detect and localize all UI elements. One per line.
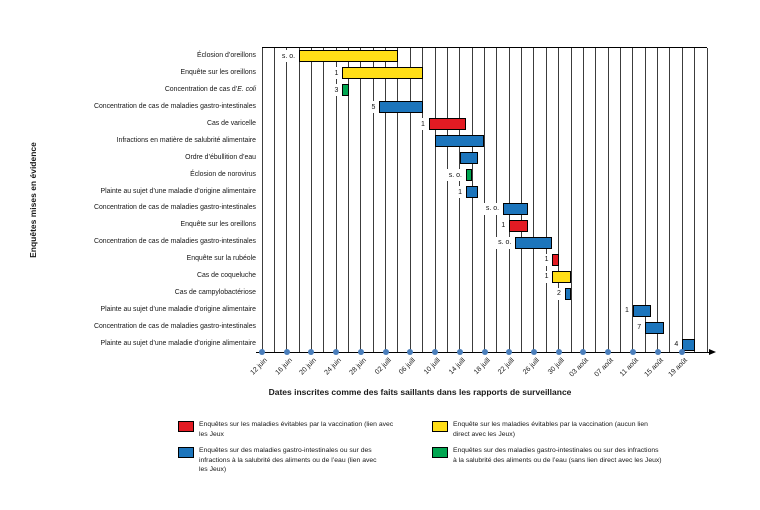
gridline [373,48,374,353]
axis-tick-dot [432,349,438,355]
row-label: Concentration de cas d’ E. coli [164,85,256,93]
x-tick-label: 15 août [643,357,665,379]
gantt-bar [379,101,422,113]
legend-label: Enquêtes sur des maladies gastro-intestinales ou sur des infractions à la salubrité des aliments ou de l’eau (lien avec les Jeux) [199,446,377,474]
gridline [472,48,473,353]
legend-swatch [178,447,194,458]
axis-tick-dot [605,349,611,355]
row-label: Éclosion d’oreillons [197,51,256,59]
axis-tick-dot [655,349,661,355]
axis-tick-dot [556,349,562,355]
row-label: Concentration de cas de maladies gastro-intestinales [93,323,256,331]
gridline [299,48,300,353]
row-labels-column [0,47,256,352]
x-tick-label: 12 juin [249,357,269,377]
y-axis-title: Enquêtes mises en évidence [28,142,38,258]
axis-tick-dot [358,349,364,355]
legend-item [432,420,662,440]
gridline [435,48,436,353]
legend-item [178,420,432,440]
gantt-bar [645,322,664,334]
gridline [657,48,658,353]
gridline [533,48,534,353]
row-label: Cas de coqueluche [197,272,256,280]
gridline [459,48,460,353]
legend-item [432,446,662,476]
gridline [360,48,361,353]
gantt-bar [633,305,652,317]
gantt-bar [552,254,558,266]
x-axis-title: Dates inscrites comme des faits saillants dans les rapports de surveillance [268,387,572,397]
legend-swatch [178,421,194,432]
bar-annotation: 1 [499,220,507,232]
gridline [583,48,584,353]
gridline [397,48,398,353]
gridline [558,48,559,353]
gridline [682,48,683,353]
axis-tick-dot [506,349,512,355]
gridline [274,48,275,353]
axis-tick-dot [259,349,265,355]
gridline [311,48,312,353]
bar-annotation: 2 [555,288,563,300]
row-label: Concentration de cas de maladies gastro-intestinales [93,238,256,246]
row-label: Ordre d’ébullition d’eau [185,153,256,161]
x-tick-label: 02 juill [373,357,393,376]
x-tick-label: 14 juill [447,357,467,376]
bar-annotation: 1 [419,118,427,130]
legend-label: Enquête sur les maladies évitables par la vaccination (aucun lien direct avec les Jeux) [453,421,648,438]
x-tick-label: 16 juin [274,357,294,377]
gantt-bar [460,152,479,164]
gridline [496,48,497,353]
bar-annotation: 1 [332,67,340,79]
x-tick-label: 07 août [593,357,616,379]
gantt-bar [435,135,484,147]
bar-annotation: 1 [543,254,551,266]
legend-swatch [432,421,448,432]
plot-area [262,47,707,353]
gantt-bar [429,118,466,130]
legend-label: Enquêtes sur des maladies gastro-intestinales ou sur des infractions à la salubrité des aliments ou de l’eau (sans lien direct avec les Jeux) [453,446,662,464]
x-tick-label: 03 août [568,357,591,379]
x-tick-label: 26 juill [521,357,541,376]
gridline [410,48,411,353]
gridline [571,48,572,353]
gridline [707,48,708,353]
gantt-bar [515,237,552,249]
bar-annotation: s. o. [496,237,513,249]
row-label: Plainte au sujet d’une maladie d’origine alimentaire [100,306,256,314]
axis-tick-dot [580,349,586,355]
row-label: Infractions en matière de salubrité alimentaire [116,136,256,144]
gridline [595,48,596,353]
gantt-bar [466,186,478,198]
bar-annotation: 7 [635,322,643,334]
row-label: Enquête sur les oreillons [180,221,256,229]
legend [178,420,662,475]
gridline [546,48,547,353]
gantt-bar [299,50,398,62]
bar-annotation: 5 [370,101,378,113]
x-axis-arrow-icon [709,349,716,355]
axis-tick-dot [630,349,636,355]
gridline [620,48,621,353]
gantt-bar [509,220,528,232]
x-tick-label: 19 août [667,357,690,379]
gridline [694,48,695,353]
gantt-bar [552,271,571,283]
row-label: Enquête sur la rubéole [186,255,256,263]
axis-tick-dot [457,349,463,355]
gantt-bar [503,203,528,215]
x-tick-label: 28 juin [348,357,368,377]
gantt-bar [466,169,472,181]
axis-tick-dot [284,349,290,355]
gridline [422,48,423,353]
gridline [323,48,324,353]
axis-tick-dot [407,349,413,355]
legend-item [178,446,432,476]
bar-annotation: 1 [543,271,551,283]
axis-tick-dot [482,349,488,355]
row-label: Concentration de cas de maladies gastro-intestinales [93,204,256,212]
gridline [286,48,287,353]
gridline [385,48,386,353]
legend-swatch [432,447,448,458]
gridline [262,48,263,353]
gantt-bar [565,288,571,300]
gridline [608,48,609,353]
row-label: Plainte au sujet d’une maladie d’origine alimentaire [100,340,256,348]
row-label: Concentration de cas de maladies gastro-intestinales [93,102,256,110]
x-tick-label: 11 août [618,357,640,379]
gridline [509,48,510,353]
x-tick-label: 22 juill [497,357,517,376]
axis-tick-dot [333,349,339,355]
axis-tick-dot [531,349,537,355]
row-label: Plainte au sujet d’une maladie d’origine alimentaire [100,187,256,195]
bar-annotation: 1 [623,305,631,317]
bar-annotation: 3 [332,84,340,96]
bar-annotation: s. o. [447,169,464,181]
gridline [484,48,485,353]
bar-annotation: s. o. [280,50,297,62]
row-label: Cas de varicelle [206,119,256,127]
gridline [447,48,448,353]
gantt-bar [682,339,694,351]
gridline [521,48,522,353]
axis-tick-dot [383,349,389,355]
legend-label: Enquêtes sur les maladies évitables par la vaccination (lien avec les Jeux [199,421,394,438]
x-tick-label: 06 juill [398,357,418,376]
gantt-bar [342,84,348,96]
axis-tick-dot [679,349,685,355]
bar-annotation: s. o. [484,203,501,215]
row-label: Éclosion de norovirus [190,170,256,178]
gridline [669,48,670,353]
row-label: Cas de campylobactériose [174,289,256,297]
bar-annotation: 4 [672,339,680,351]
x-tick-label: 24 juin [323,357,344,377]
x-tick-label: 18 juill [472,357,492,376]
x-tick-label: 20 juin [298,357,319,377]
axis-tick-dot [308,349,314,355]
gantt-bar [342,67,422,79]
x-tick-label: 30 juill [546,357,566,376]
x-tick-label: 10 juill [423,357,442,376]
row-label: Enquête sur les oreillons [180,68,256,76]
bar-annotation: 1 [456,186,464,198]
